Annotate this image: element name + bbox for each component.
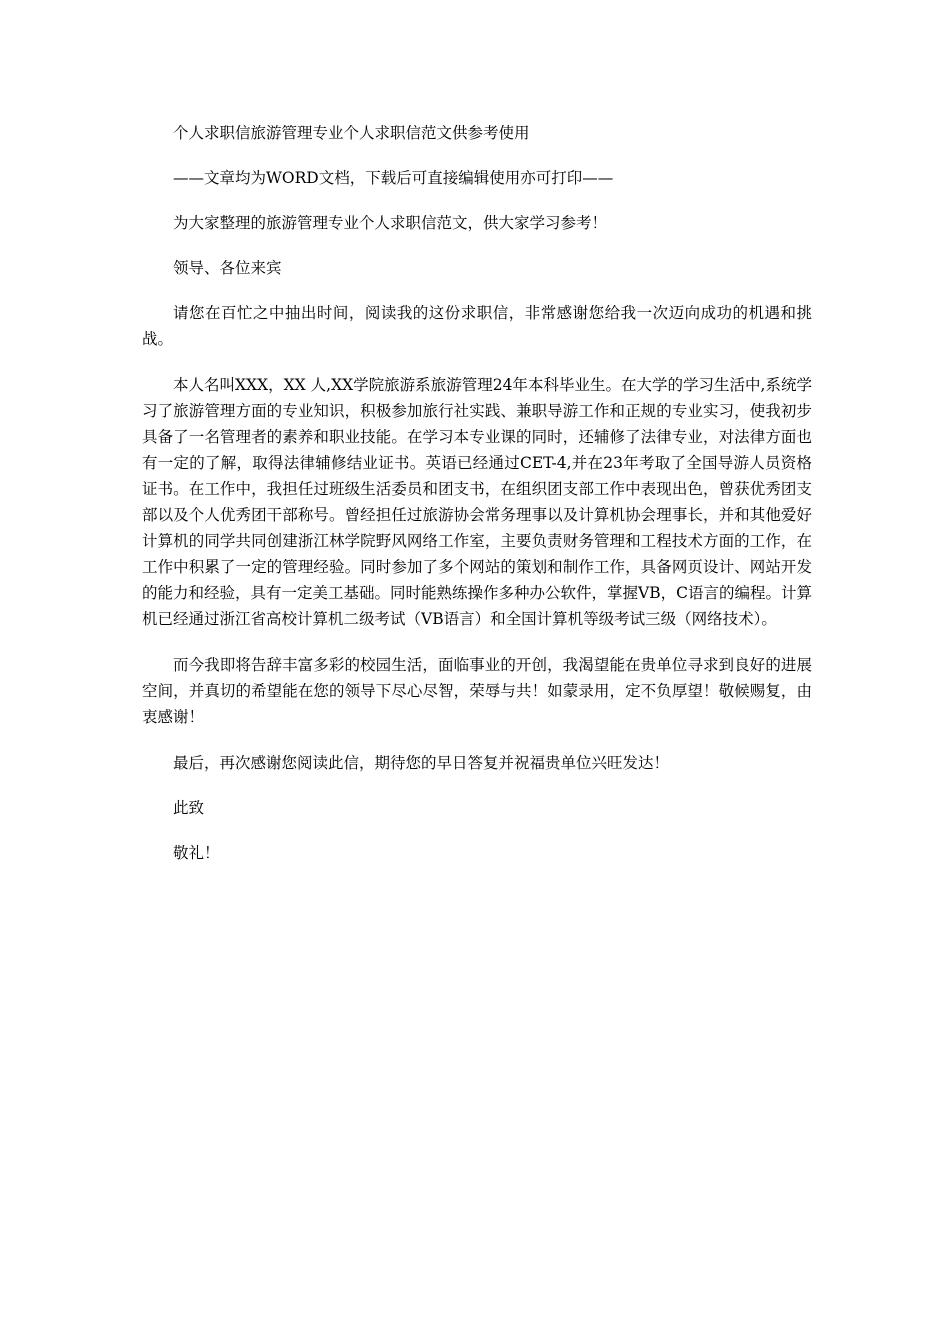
document-page (142, 120, 812, 885)
document-title: 个人求职信旅游管理专业个人求职信范文供参考使用 (173, 124, 530, 142)
letter-paragraph: 最后，再次感谢您阅读此信，期待您的早日答复并祝福贵单位兴旺发达！ (173, 754, 670, 772)
letter-salutation: 领导、各位来宾 (173, 259, 282, 277)
letter-paragraph: 本人名叫XXX，XX 人,XX学院旅游系旅游管理24年本科毕业生。在大学的学习生活中,系统学习了旅游管理方面的专业知识，积极参加旅行社实践、兼职导游工作和正规的专业实习，使我初步具备了一名管理者的素养和职业技能。在学习本专业课的同时，还辅修了法律专业，对法律方面也有一定的了解，取得法律辅修结业证书。英语已经通过CET-4,并在23年考取了全国导游人员资格证书。在工作中，我担任过班级生活委员和团支书，在组织团支部工作中表现出色，曾获优秀团支部以及个人优秀团干部称号。曾经担任过旅游协会常务理事以及计算机协会理事长，并和其他爱好计算机的同学共同创建浙江林学院野风网络工作室，主要负责财务管理和工程技术方面的工作，在工作中积累了一定的管理经验。同时参加了多个网站的策划和制作工作，具备网页设计、网站开发的能力和经验，具有一定美工基础。同时能熟练操作多种办公软件，掌握VB，C语言的编程。计算机已经通过浙江省高校计算机二级考试（VB语言）和全国计算机等级考试三级（网络技术）。 (142, 376, 812, 628)
letter-paragraph: 而今我即将告辞丰富多彩的校园生活，面临事业的开创，我渴望能在贵单位寻求到良好的进展空间，并真切的希望能在您的领导下尽心尽智，荣辱与共！如蒙录用，定不负厚望！敬候赐复，由衷感谢！ (142, 656, 812, 726)
letter-paragraph: 请您在百忙之中抽出时间，阅读我的这份求职信，非常感谢您给我一次迈向成功的机遇和挑战。 (142, 304, 812, 348)
letter-closing: 此致 (173, 799, 205, 817)
letter-regards: 敬礼！ (173, 844, 220, 862)
document-intro: 为大家整理的旅游管理专业个人求职信范文，供大家学习参考！ (173, 214, 608, 232)
document-notice: ——文章均为WORD文档，下载后可直接编辑使用亦可打印—— (173, 169, 614, 187)
